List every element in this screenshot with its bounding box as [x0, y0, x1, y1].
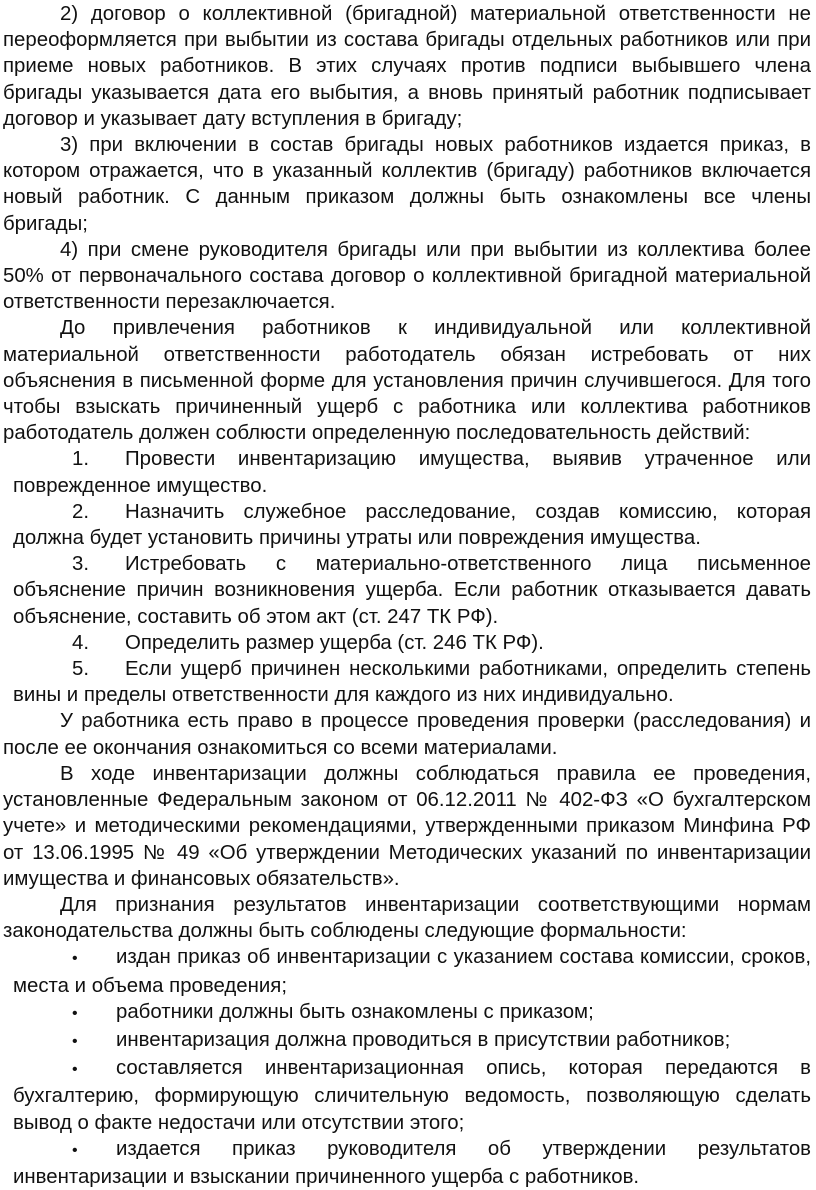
step-number: 5. — [72, 658, 90, 681]
paragraph-contract-not-reissued: 2) договор о коллективной (бригадной) материальной ответственности не переоформляется при выбытии из состава бригады отдельных работников или при приеме новых работников. В этих случаях против подписи выбывшего члена бригады указывается дата его выбытия, а вновь принятый работник подписывает договор и указывает дату вступления в бригаду; — [3, 3, 811, 130]
paragraph-contract-reconcluded: 4) при смене руководителя бригады или при выбытии из коллектива более 50% от первоначального состава договор о коллективной бригадной материальной ответственности перезаключается. — [3, 238, 811, 314]
step-text: Назначить служебное расследование, создав комиссию, которая должна будет установить причины утраты или повреждения имущества. — [13, 500, 811, 550]
list-item — [3, 551, 811, 630]
bullet-text: инвентаризация должна проводиться в присутствии работников; — [116, 1028, 731, 1051]
bullet-icon: • — [72, 1032, 78, 1050]
bullet-icon: • — [72, 950, 78, 968]
step-number: 3. — [72, 553, 90, 576]
list-item — [3, 944, 811, 998]
paragraph-new-members-order: 3) при включении в состав бригады новых работников издается приказ, в котором отражается, что в указанный коллектив (бригаду) работников включается новый работник. С данным приказом должны быть ознакомлены все члены бригады; — [3, 134, 811, 235]
step-number: 4. — [72, 631, 90, 654]
list-item — [3, 1055, 811, 1136]
bullet-text: работники должны быть ознакомлены с приказом; — [116, 1000, 594, 1023]
bullet-text: издан приказ об инвентаризации с указанием состава комиссии, сроков, места и объема проведения; — [13, 946, 811, 997]
paragraph-employee-right: У работника есть право в процессе проведения проверки (расследования) и после ее окончания ознакомиться со всеми материалами. — [3, 710, 811, 759]
step-text: Истребовать с материально-ответственного лица письменное объяснение причин возникновения ущерба. Если работник отказывается давать объяснение, составить об этом акт (ст. 247 ТК РФ). — [13, 553, 811, 628]
bullet-icon: • — [72, 1004, 78, 1022]
list-item — [3, 630, 811, 656]
formalities-bullet-list — [3, 944, 811, 1190]
step-number: 2. — [72, 500, 90, 523]
list-item — [3, 1027, 811, 1055]
paragraph-inventory-rules: В ходе инвентаризации должны соблюдаться правила ее проведения, установленные Федеральным законом от 06.12.2011 № 402-ФЗ «О бухгалтерском учете» и методическими рекомендациями, утвержденными приказом Минфина РФ от 13.06.1995 № 49 «Об утверждении Методических указаний по инвентаризации имущества и финансовых обязательств». — [3, 762, 811, 890]
numbered-steps-list — [3, 446, 811, 708]
bullet-text: составляется инвентаризационная опись, которая передаются в бухгалтерию, формирующую сличительную ведомость, позволяющую сделать вывод о факте недостачи или отсутствии этого; — [13, 1057, 811, 1134]
paragraph-explanation-required: До привлечения работников к индивидуальной или коллективной материальной ответственности работодатель обязан истребовать от них объяснения в письменной форме для установления причин случившегося. Для того чтобы взыскать причиненный ущерб с работника или коллектива работников работодатель должен соблюсти определенную последовательность действий: — [3, 317, 811, 445]
paragraph-formalities-intro: Для признания результатов инвентаризации соответствующими нормам законодательства должны быть соблюдены следующие формальности: — [3, 893, 811, 943]
step-text: Определить размер ущерба (ст. 246 ТК РФ). — [125, 631, 544, 654]
bullet-text: издается приказ руководителя об утверждении результатов инвентаризации и взыскании причиненного ущерба с работников. — [13, 1137, 811, 1188]
bullet-icon: • — [72, 1141, 78, 1159]
list-item — [3, 656, 811, 708]
list-item — [3, 499, 811, 551]
step-text: Если ущерб причинен несколькими работниками, определить степень вины и пределы ответственности для каждого из них индивидуально. — [13, 658, 811, 707]
step-number: 1. — [72, 448, 90, 471]
list-item — [3, 1136, 811, 1190]
list-item — [3, 999, 811, 1027]
list-item — [3, 446, 811, 498]
bullet-icon: • — [72, 1061, 78, 1079]
step-text: Провести инвентаризацию имущества, выявив утраченное или поврежденное имущество. — [13, 448, 811, 497]
